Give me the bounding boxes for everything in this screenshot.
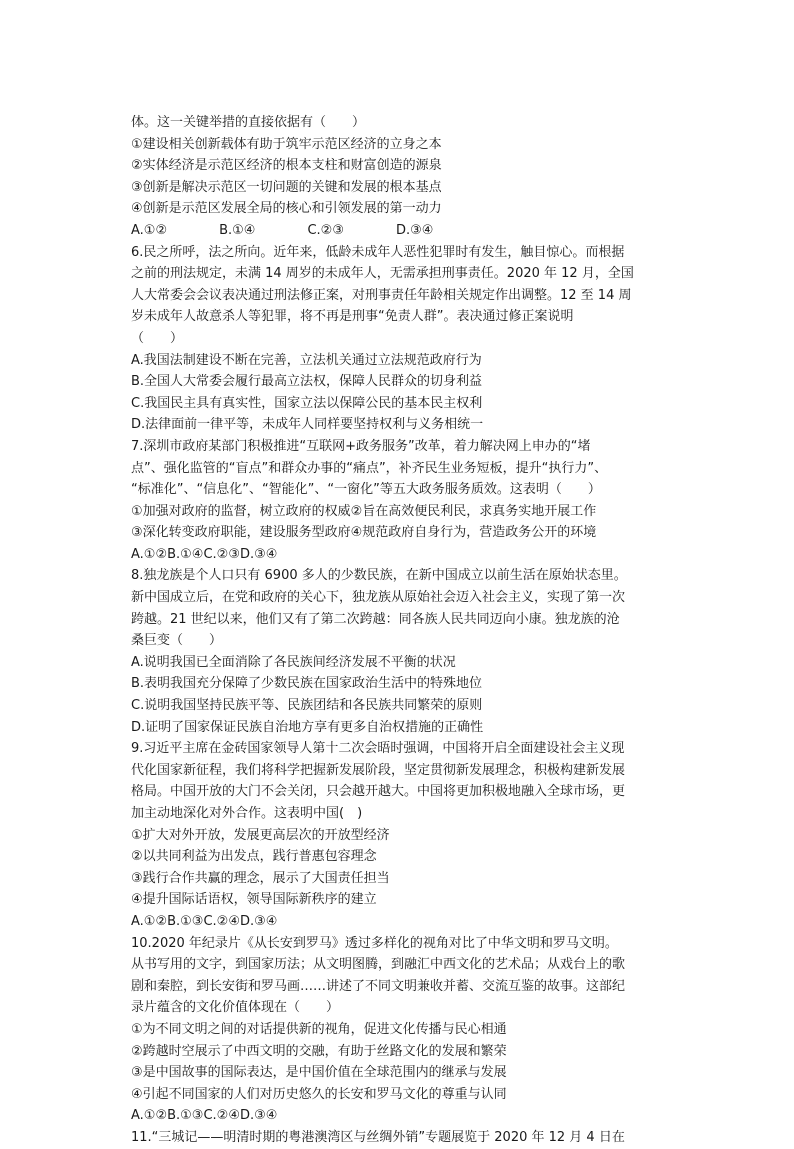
text-line: 9.习近平主席在金砖国家领导人第十二次会晤时强调，中国将开启全面建设社会主义现 [131, 741, 625, 757]
text-line: 代化国家新征程，我们将科学把握新发展阶段，坚定贯彻新发展理念，积极构建新发展 [131, 762, 626, 778]
text-line: ③创新是解决示范区一切问题的关键和发展的根本基点 [131, 179, 442, 195]
text-line: A.①② B.①④ C.②③ D.③④ [131, 222, 434, 238]
text-line: ①为不同文明之间的对话提供新的视角，促进文化传播与民心相通 [131, 1021, 507, 1037]
text-line: D.证明了国家保证民族自治地方享有更多自治权措施的正确性 [131, 719, 484, 735]
text-line: 加主动地深化对外合作。这表明中国( ) [131, 806, 363, 821]
text-line: 从书写用的文字，到国家历法；从文明图腾，到融汇中西文化的艺术品；从戏台上的歌 [131, 957, 626, 973]
text-line: 录片蕴含的文化价值体现在（ ） [131, 1000, 340, 1016]
text-line: ①扩大对外开放，发展更高层次的开放型经济 [131, 827, 390, 843]
text-line: A.①②B.①③C.②④D.③④ [131, 913, 278, 929]
text-line: ①加强对政府的监督，树立政府的权威②旨在高效便民利民，求真务实地开展工作 [131, 503, 597, 519]
text-line: 剧和秦腔，到长安街和罗马画……讲述了不同文明兼收并蓄、交流互鉴的故事。这部纪 [131, 978, 626, 994]
text-line: ④创新是示范区发展全局的核心和引领发展的第一动力 [131, 201, 442, 217]
text-line: ③深化转变政府职能，建设服务型政府④规范政府自身行为，营造政务公开的环境 [131, 525, 597, 541]
text-line: ③是中国故事的国际表达，是中国价值在全球范围内的继承与发展 [131, 1065, 507, 1081]
text-line: 之前的刑法规定，未满 14 周岁的未成年人，无需承担刑事责任。2020 年 12 月，全国 [131, 266, 634, 282]
text-line: ②实体经济是示范区经济的根本支柱和财富创造的源泉 [131, 158, 442, 174]
text-line: C.说明我国坚持民族平等、民族团结和各民族共同繁荣的原则 [131, 698, 483, 714]
text-line: 格局。中国开放的大门不会关闭，只会越开越大。中国将更加积极地融入全球市场，更 [131, 784, 626, 800]
text-line: ①建设相关创新载体有助于筑牢示范区经济的立身之本 [131, 136, 442, 152]
text-line: B.表明我国充分保障了少数民族在国家政治生活中的特殊地位 [131, 676, 483, 692]
text-line: D.法律面前一律平等，未成年人同样要坚持权利与义务相统一 [131, 417, 484, 433]
text-line: 人大常委会会议表决通过刑法修正案，对刑事责任年龄相关规定作出调整。12 至 14 周 [131, 287, 632, 303]
text-line: 桑巨变（ ） [131, 633, 223, 649]
text-line: A.①②B.①③C.②④D.③④ [131, 1108, 278, 1124]
text-line: ②跨越时空展示了中西文明的交融，有助于丝路文化的发展和繁荣 [131, 1043, 507, 1059]
text-line: 岁未成年人故意杀人等犯罪，将不再是刑事“免责人群”。表决通过修正案说明 [131, 309, 574, 325]
text-line: 11.“三城记——明清时期的粤港澳湾区与丝绸外销”专题展览于 2020 年 12 月 4 日在 [131, 1129, 625, 1145]
text-line: ②以共同利益为出发点，践行普惠包容理念 [131, 849, 377, 865]
text-line: 跨越。21 世纪以来，他们又有了第二次跨越：同各族人民共同迈向小康。独龙族的沧 [131, 611, 620, 627]
text-line: B.全国人大常委会履行最高立法权，保障人民群众的切身利益 [131, 374, 483, 390]
text-line: 7.深圳市政府某部门积极推进“互联网+政务服务”改革，着力解决网上申办的“堵 [131, 438, 591, 454]
text-line: 点”、强化监管的“盲点”和群众办事的“痛点”，补齐民生业务短板，提升“执行力”、 [131, 460, 608, 476]
text-line: ③践行合作共赢的理念，展示了大国责任担当 [131, 870, 390, 886]
text-line: A.我国法制建设不断在完善，立法机关通过立法规范政府行为 [131, 352, 482, 368]
text-line: （ ） [131, 330, 184, 346]
text-line: 6.民之所呼，法之所向。近年来，低龄未成年人恶性犯罪时有发生，触目惊心。而根据 [131, 244, 625, 260]
text-line: “标准化”、“信息化”、“智能化”、“一窗化”等五大政务服务质效。这表明（ ） [131, 482, 601, 498]
text-line: ④引起不同国家的人们对历史悠久的长安和罗马文化的尊重与认同 [131, 1086, 507, 1102]
text-line: A.①②B.①④C.②③D.③④ [131, 546, 278, 562]
text-line: 10.2020 年纪录片《从长安到罗马》透过多样化的视角对比了中华文明和罗马文明。 [131, 935, 618, 951]
text-line: ④提升国际话语权，领导国际新秩序的建立 [131, 892, 377, 908]
text-line: A.说明我国已全面消除了各民族间经济发展不平衡的状况 [131, 654, 456, 670]
text-line: C.我国民主具有真实性，国家立法以保障公民的基本民主权利 [131, 395, 483, 411]
text-line: 体。这一关键举措的直接依据有（ ） [131, 115, 366, 130]
text-line: 新中国成立后，在党和政府的关心下，独龙族从原始社会迈入社会主义，实现了第一次 [131, 590, 626, 606]
text-line: 8.独龙族是个人口只有 6900 多人的少数民族，在新中国成立以前生活在原始状态里。 [131, 568, 627, 584]
